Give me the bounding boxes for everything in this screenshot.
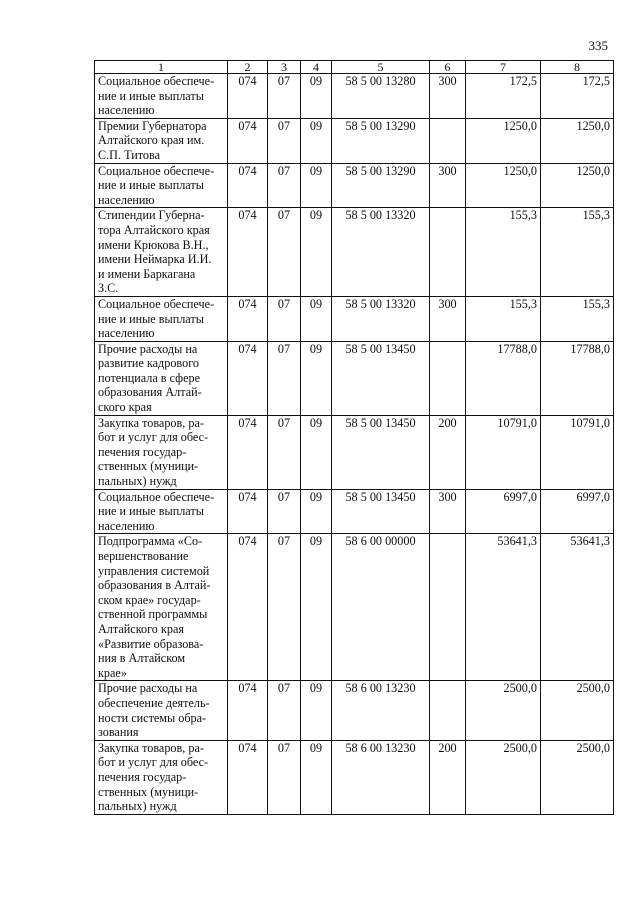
row-name-line: населению [98, 192, 155, 207]
row-name-line: пальных) нужд [98, 474, 177, 489]
row-name-line: ности системы обра- [98, 710, 207, 725]
row-name-line: Премии Губернатора [98, 118, 207, 133]
table-row [95, 681, 614, 740]
row-name-line: ние и иные выплаты [98, 178, 204, 193]
row-name-line: Алтайского края им. [98, 133, 205, 148]
section-cell: 07 [268, 489, 301, 534]
row-name-line: ственной программы [98, 607, 208, 622]
row-name-line: Социальное обеспече- [98, 74, 215, 88]
column-header: 2 [228, 61, 268, 74]
admin-code-cell: 074 [228, 681, 268, 740]
section-cell: 07 [268, 208, 301, 297]
row-name-line: Прочие расходы на [98, 681, 198, 696]
amount-cell: 10791,0 [541, 415, 614, 489]
row-name-cell [95, 534, 228, 681]
row-name-cell [95, 296, 228, 341]
row-name-line: Закупка товаров, ра- [98, 415, 204, 430]
subsection-cell: 09 [301, 681, 332, 740]
subsection-cell: 09 [301, 296, 332, 341]
row-name-cell [95, 341, 228, 415]
column-header: 1 [95, 61, 228, 74]
expense-type-cell: 300 [430, 163, 466, 208]
subsection-cell: 09 [301, 163, 332, 208]
amount-cell: 53641,3 [466, 534, 541, 681]
row-name-line: «Развитие образова- [98, 636, 204, 651]
subsection-cell: 09 [301, 534, 332, 681]
column-header: 6 [430, 61, 466, 74]
subsection-cell: 09 [301, 208, 332, 297]
row-name-line: Алтайского края [98, 621, 184, 636]
row-name-line: имени Крюкова В.Н., [98, 237, 209, 252]
amount-cell: 10791,0 [466, 415, 541, 489]
amount-cell: 1250,0 [541, 163, 614, 208]
target-article-cell: 58 5 00 13320 [332, 296, 430, 341]
row-name-line: Закупка товаров, ра- [98, 740, 204, 755]
amount-cell: 155,3 [466, 208, 541, 297]
expense-type-cell: 200 [430, 740, 466, 814]
row-name-line: населению [98, 103, 155, 118]
target-article-cell: 58 6 00 00000 [332, 534, 430, 681]
row-name-line: Подпрограмма «Со- [98, 534, 203, 549]
expense-type-cell: 300 [430, 489, 466, 534]
page-number: 335 [588, 38, 608, 53]
row-name-line: управления системой [98, 563, 210, 578]
table-row [95, 208, 614, 297]
table-row [95, 489, 614, 534]
row-name-cell [95, 740, 228, 814]
amount-cell: 53641,3 [541, 534, 614, 681]
expense-type-cell [430, 681, 466, 740]
row-name-line: ние и иные выплаты [98, 504, 204, 519]
row-name-line: и имени Баркагана [98, 266, 196, 281]
target-article-cell: 58 5 00 13450 [332, 341, 430, 415]
section-cell: 07 [268, 415, 301, 489]
row-name-cell [95, 489, 228, 534]
row-name-line: ния в Алтайском [98, 651, 186, 666]
admin-code-cell: 074 [228, 118, 268, 163]
table-row [95, 341, 614, 415]
table-row [95, 74, 614, 119]
expense-type-cell [430, 118, 466, 163]
amount-cell: 1250,0 [466, 163, 541, 208]
target-article-cell: 58 5 00 13290 [332, 163, 430, 208]
table-row [95, 740, 614, 814]
section-cell: 07 [268, 681, 301, 740]
row-name-line: Социальное обеспече- [98, 163, 215, 178]
row-name-line: З.С. [98, 281, 119, 296]
column-header: 7 [466, 61, 541, 74]
target-article-cell: 58 6 00 13230 [332, 740, 430, 814]
target-article-cell: 58 5 00 13320 [332, 208, 430, 297]
amount-cell: 6997,0 [541, 489, 614, 534]
admin-code-cell: 074 [228, 74, 268, 119]
admin-code-cell: 074 [228, 415, 268, 489]
budget-table [94, 60, 614, 815]
row-name-cell [95, 163, 228, 208]
amount-cell: 17788,0 [541, 341, 614, 415]
row-name-line: ние и иные выплаты [98, 88, 204, 103]
expense-type-cell: 200 [430, 415, 466, 489]
row-name-line: потенциала в сфере [98, 370, 200, 385]
row-name-cell [95, 208, 228, 297]
row-name-line: ние и иные выплаты [98, 311, 204, 326]
expense-type-cell: 300 [430, 296, 466, 341]
row-name-line: образования в Алтай- [98, 578, 211, 593]
row-name-line: вершенствование [98, 549, 189, 563]
row-name-cell [95, 681, 228, 740]
admin-code-cell: 074 [228, 740, 268, 814]
admin-code-cell: 074 [228, 534, 268, 681]
amount-cell: 155,3 [541, 208, 614, 297]
row-name-line: имени Неймарка И.И. [98, 252, 212, 267]
admin-code-cell: 074 [228, 163, 268, 208]
amount-cell: 1250,0 [541, 118, 614, 163]
row-name-line: ского края [98, 400, 152, 415]
row-name-line: печения государ- [98, 444, 187, 459]
target-article-cell: 58 5 00 13290 [332, 118, 430, 163]
table-row [95, 296, 614, 341]
amount-cell: 172,5 [541, 74, 614, 119]
section-cell: 07 [268, 163, 301, 208]
column-header: 5 [332, 61, 430, 74]
row-name-line: обеспечение деятель- [98, 695, 210, 710]
row-name-line: ственных (муници- [98, 459, 199, 474]
row-name-line: бот и услуг для обес- [98, 430, 209, 445]
expense-type-cell [430, 341, 466, 415]
amount-cell: 155,3 [541, 296, 614, 341]
target-article-cell: 58 5 00 13280 [332, 74, 430, 119]
amount-cell: 17788,0 [466, 341, 541, 415]
target-article-cell: 58 6 00 13230 [332, 681, 430, 740]
amount-cell: 155,3 [466, 296, 541, 341]
row-name-line: Социальное обеспече- [98, 296, 215, 311]
row-name-cell [95, 74, 228, 119]
row-name-cell [95, 415, 228, 489]
section-cell: 07 [268, 534, 301, 681]
row-name-line: тора Алтайского края [98, 222, 210, 237]
header-row [95, 61, 614, 74]
section-cell: 07 [268, 341, 301, 415]
amount-cell: 1250,0 [466, 118, 541, 163]
row-name-line: ском крае» государ- [98, 592, 201, 607]
row-name-line: населению [98, 518, 155, 533]
row-name-line: С.П. Титова [98, 147, 160, 162]
row-name-line: бот и услуг для обес- [98, 755, 209, 770]
section-cell: 07 [268, 74, 301, 119]
row-name-line: Стипендии Губерна- [98, 208, 205, 223]
table-row [95, 163, 614, 208]
admin-code-cell: 074 [228, 296, 268, 341]
expense-type-cell [430, 534, 466, 681]
target-article-cell: 58 5 00 13450 [332, 489, 430, 534]
table-row [95, 534, 614, 681]
amount-cell: 6997,0 [466, 489, 541, 534]
amount-cell: 2500,0 [541, 681, 614, 740]
amount-cell: 2500,0 [466, 681, 541, 740]
subsection-cell: 09 [301, 74, 332, 119]
subsection-cell: 09 [301, 341, 332, 415]
row-name-line: печения государ- [98, 769, 187, 784]
subsection-cell: 09 [301, 118, 332, 163]
row-name-line: населению [98, 326, 155, 341]
admin-code-cell: 074 [228, 341, 268, 415]
column-header: 3 [268, 61, 301, 74]
row-name-cell [95, 118, 228, 163]
row-name-line: ственных (муници- [98, 784, 199, 799]
amount-cell: 2500,0 [541, 740, 614, 814]
subsection-cell: 09 [301, 415, 332, 489]
table-row [95, 118, 614, 163]
target-article-cell: 58 5 00 13450 [332, 415, 430, 489]
column-header: 8 [541, 61, 614, 74]
subsection-cell: 09 [301, 489, 332, 534]
row-name-line: крае» [98, 665, 127, 680]
expense-type-cell: 300 [430, 74, 466, 119]
table-body [95, 74, 614, 815]
table-row [95, 415, 614, 489]
row-name-line: Социальное обеспече- [98, 489, 215, 504]
amount-cell: 172,5 [466, 74, 541, 119]
admin-code-cell: 074 [228, 208, 268, 297]
row-name-line: образования Алтай- [98, 385, 202, 400]
section-cell: 07 [268, 740, 301, 814]
row-name-line: Прочие расходы на [98, 341, 198, 356]
amount-cell: 2500,0 [466, 740, 541, 814]
row-name-line: пальных) нужд [98, 799, 177, 814]
row-name-line: развитие кадрового [98, 356, 199, 371]
column-header: 4 [301, 61, 332, 74]
expense-type-cell [430, 208, 466, 297]
section-cell: 07 [268, 296, 301, 341]
section-cell: 07 [268, 118, 301, 163]
row-name-line: зования [98, 725, 139, 740]
subsection-cell: 09 [301, 740, 332, 814]
admin-code-cell: 074 [228, 489, 268, 534]
